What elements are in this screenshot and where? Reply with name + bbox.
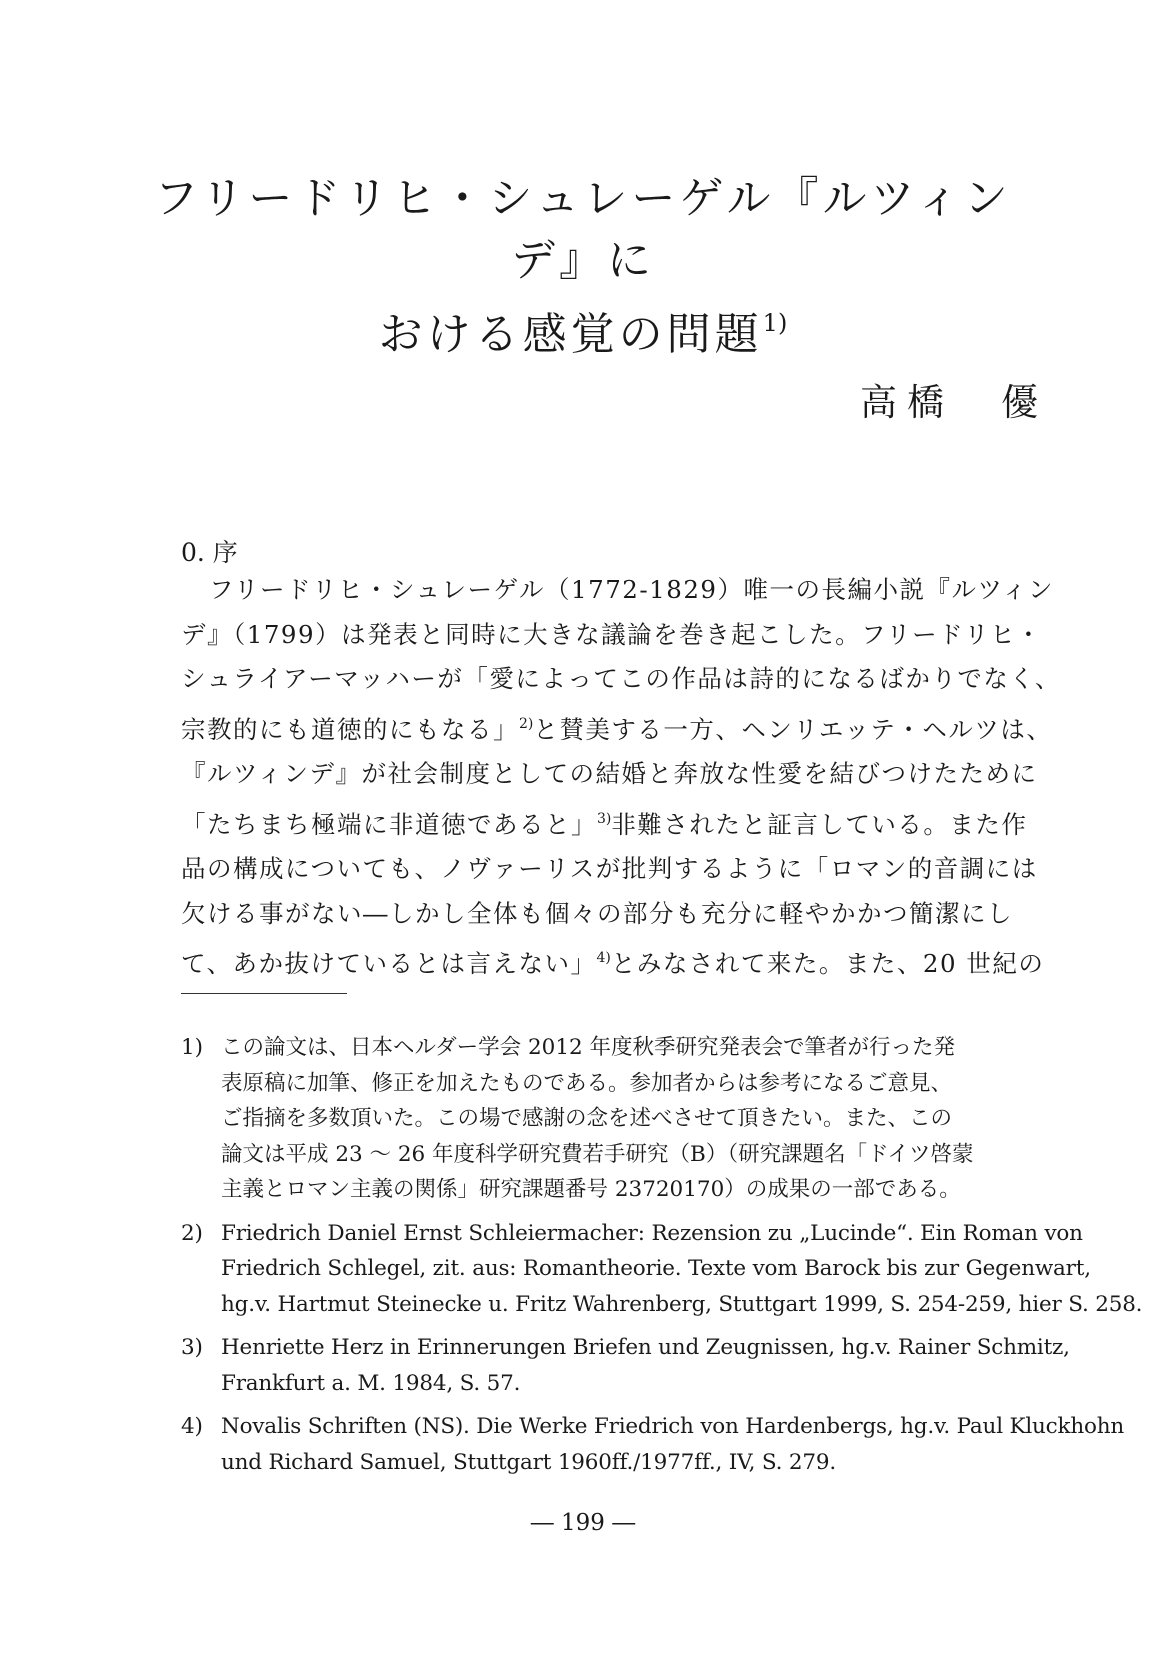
body-line: [181, 702, 1053, 753]
footnote-1: [181, 1030, 1027, 1208]
title-footnote-ref[interactable]: 1): [762, 309, 788, 337]
footnote-number: 2): [181, 1220, 203, 1246]
footnote-number: 4): [181, 1414, 203, 1439]
footnote-2: [181, 1216, 1143, 1323]
body-line: 『ルツィンデ』が社会制度としての結婚と奔放な性愛を結びつけたために: [181, 759, 1038, 788]
paper-title: [120, 168, 1046, 366]
footnote-line: hg.v. Hartmut Steinecke u. Fritz Wahrenberg, Stuttgart 1999, S. 254-259, hier S. 258.: [221, 1291, 1143, 1317]
footnote-4: [181, 1409, 1125, 1480]
body-line: 品の構成についても、ノヴァーリスが批判するように「ロマン的音調には: [181, 854, 1038, 883]
body-line-part: 「たちまち極端に非道徳であると」: [181, 809, 597, 839]
body-line-part: 宗教的にも道徳的にもなる」: [181, 714, 519, 744]
footnote-line: Frankfurt a. M. 1984, S. 57.: [221, 1370, 521, 1396]
footnote-rule: [181, 993, 347, 994]
footnote-line: 表原稿に加筆、修正を加えたものである。参加者からは参考になるご意見、: [221, 1070, 953, 1096]
title-line-2: おける感覚の問題: [378, 309, 763, 360]
footnote-line: ご指摘を多数頂いた。この場で感謝の念を述べさせて頂きたい。また、この: [221, 1106, 953, 1131]
title-line-1: フリードリヒ・シュレーゲル『ルツィンデ』に: [154, 173, 1012, 286]
body-line-part: とみなされて来た。また、20 世紀の: [610, 949, 1045, 978]
body-line-part: と賛美する一方、ヘンリエッテ・ヘルツは、: [533, 714, 1053, 744]
body-line: 欠ける事がない―しかし全体も個々の部分も充分に軽やかかつ簡潔にし: [181, 898, 1013, 928]
page-number: ― 199 ―: [530, 1510, 636, 1536]
body-line: [181, 797, 1028, 848]
body-line-part: て、あか抜けているとは言えない」: [181, 949, 597, 978]
footnote-line: und Richard Samuel, Stuttgart 1960ff./1977ff., IV, S. 279.: [221, 1449, 836, 1475]
body-line: デ』（1799）は発表と同時に大きな議論を巻き起こした。フリードリヒ・: [181, 619, 1043, 649]
section-heading: 0. 序: [181, 538, 238, 567]
footnote-line: Friedrich Schlegel, zit. aus: Romantheorie. Texte vom Barock bis zur Gegenwart,: [221, 1256, 1091, 1281]
author-name: 高橋 優: [860, 381, 1048, 424]
body-text: [181, 568, 1061, 987]
body-line-part: 非難されたと証言している。また作: [611, 809, 1028, 839]
footnote-line: この論文は、日本ヘルダー学会 2012 年度秋季研究発表会で筆者が行った発: [221, 1035, 956, 1060]
body-line: シュライアーマッハーが「愛によってこの作品は詩的になるばかりでなく、: [181, 664, 1061, 693]
footnote-line: Novalis Schriften (NS). Die Werke Friedrich von Hardenbergs, hg.v. Paul Kluckhohn: [221, 1414, 1125, 1439]
footnote-ref-4[interactable]: 4): [596, 950, 611, 966]
footnote-line: 主義とロマン主義の関係」研究課題番号 23720170）の成果の一部である。: [221, 1177, 961, 1202]
footnote-line: 論文は平成 23 ～ 26 年度科学研究費若手研究（B）（研究課題名「ドイツ啓蒙: [221, 1141, 974, 1167]
footnote-ref-2[interactable]: 2): [519, 715, 534, 732]
footnote-3: [181, 1330, 1070, 1401]
body-line: [181, 936, 1045, 987]
body-line: フリードリヒ・シュレーゲル（1772-1829）唯一の長編小説『ルツィン: [209, 575, 1055, 604]
footnote-line: Friedrich Daniel Ernst Schleiermacher: Rezension zu „Lucinde“. Ein Roman von: [221, 1220, 1083, 1246]
footnote-line: Henriette Herz in Erinnerungen Briefen und Zeugnissen, hg.v. Rainer Schmitz,: [221, 1335, 1070, 1360]
footnote-number: 3): [181, 1335, 203, 1360]
footnote-number: 1): [181, 1035, 204, 1060]
footnote-ref-3[interactable]: 3): [597, 810, 612, 827]
footnotes: [181, 1030, 1143, 1488]
